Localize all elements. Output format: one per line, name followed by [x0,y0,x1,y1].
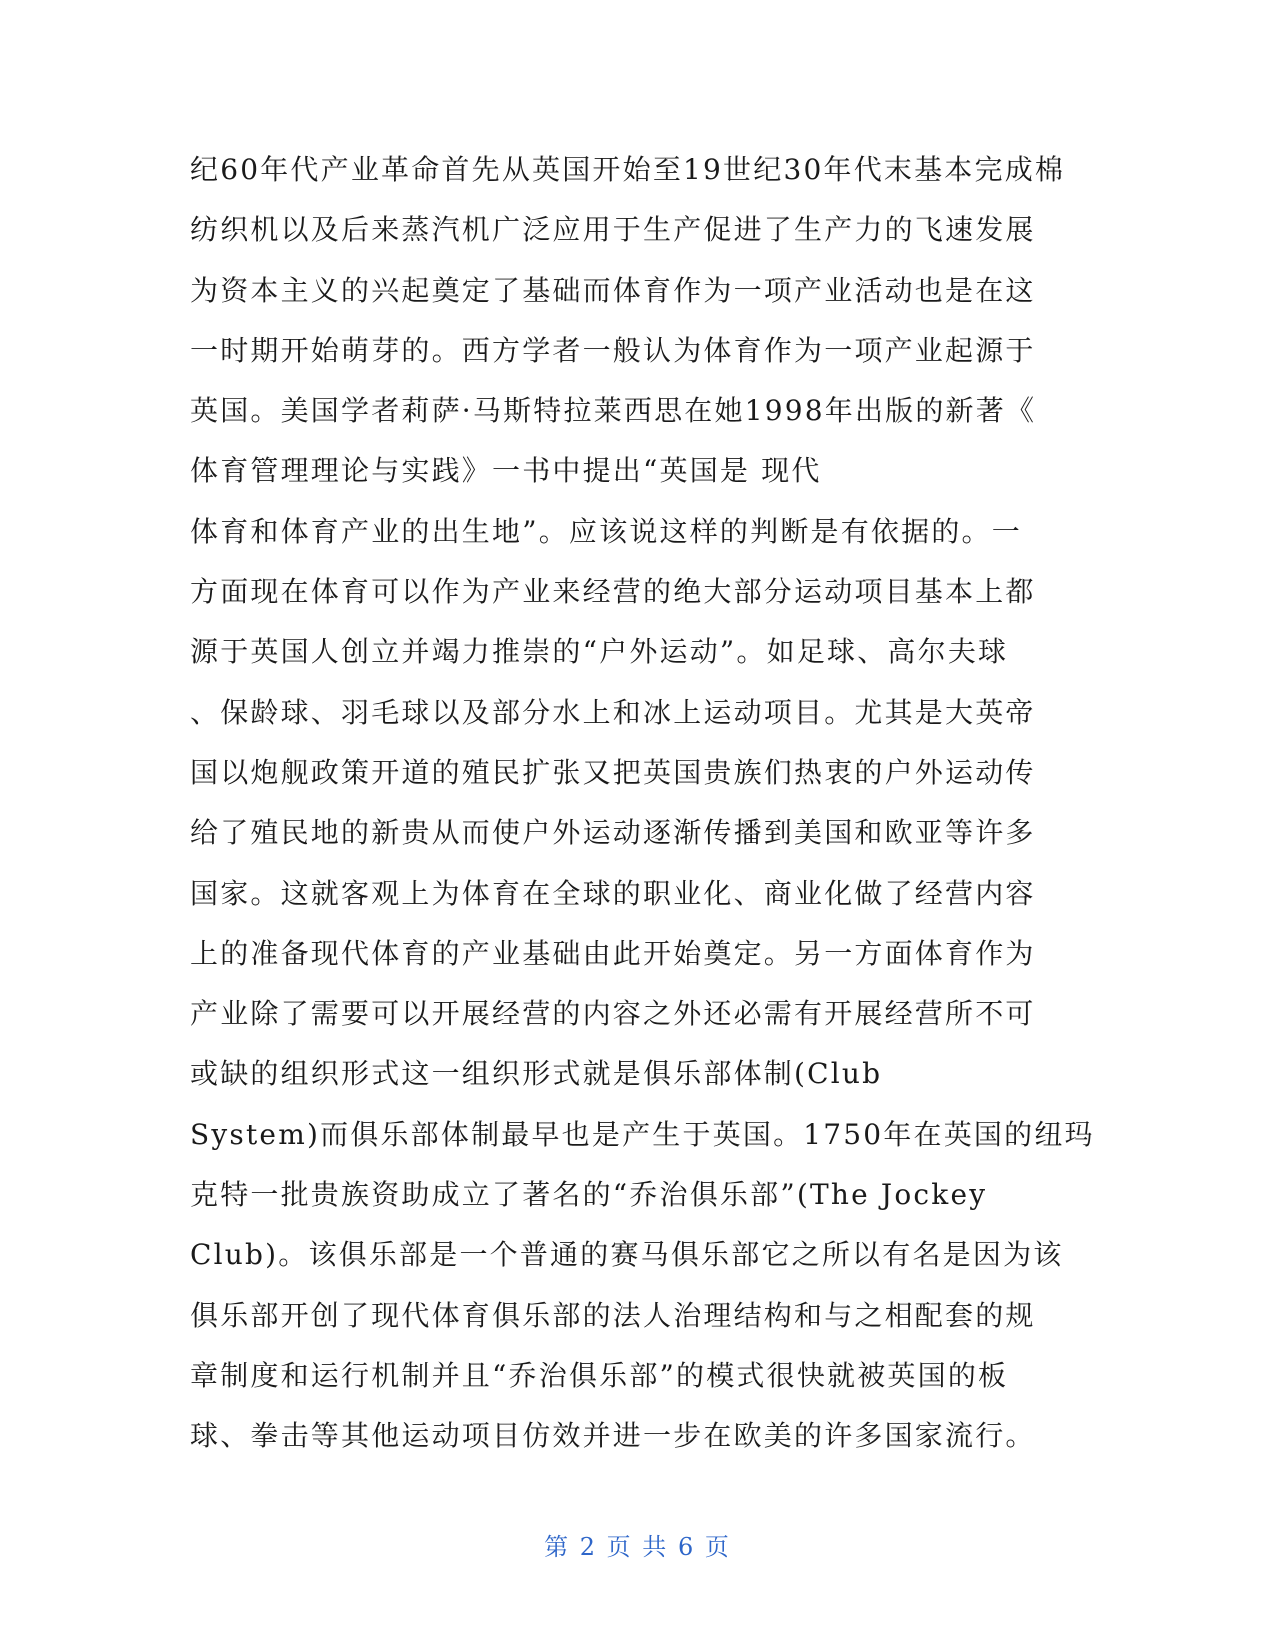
text-line: 上的准备现代体育的产业基础由此开始奠定。另一方面体育作为 [190,936,1036,970]
text-line: 为资本主义的兴起奠定了基础而体育作为一项产业活动也是在这 [190,273,1036,307]
body-text [190,140,1095,1467]
text-line: 纺织机以及后来蒸汽机广泛应用于生产促进了生产力的飞速发展 [190,213,1036,247]
text-line: 体育管理理论与实践》一书中提出“英国是 现代 [190,454,822,488]
text-line: 章制度和运行机制并且“乔治俱乐部”的模式很快就被英国的板 [190,1358,1009,1392]
text-line: 、保龄球、羽毛球以及部分水上和冰上运动项目。尤其是大英帝 [190,695,1036,729]
text-line: 一时期开始萌芽的。西方学者一般认为体育作为一项产业起源于 [190,333,1036,367]
text-line: Club)。该俱乐部是一个普通的赛马俱乐部它之所以有名是因为该 [190,1238,1064,1272]
text-line: 国以炮舰政策开道的殖民扩张又把英国贵族们热衷的户外运动传 [190,755,1036,789]
text-line: 俱乐部开创了现代体育俱乐部的法人治理结构和与之相配套的规 [190,1298,1036,1332]
page-number-footer: 第 2 页 共 6 页 [544,1533,731,1561]
text-line: 国家。这就客观上为体育在全球的职业化、商业化做了经营内容 [190,876,1036,910]
text-line: 克特一批贵族资助成立了著名的“乔治俱乐部”(The Jockey [190,1178,988,1212]
text-line: 或缺的组织形式这一组织形式就是俱乐部体制(Club [190,1057,883,1091]
text-line: 体育和体育产业的出生地”。应该说这样的判断是有依据的。一 [190,514,1022,548]
text-line: 纪60年代产业革命首先从英国开始至19世纪30年代末基本完成棉 [190,153,1066,186]
text-line: 球、拳击等其他运动项目仿效并进一步在欧美的许多国家流行。 [190,1419,1036,1453]
text-line: 方面现在体育可以作为产业来经营的绝大部分运动项目基本上都 [190,575,1036,609]
text-line: 源于英国人创立并竭力推崇的“户外运动”。如足球、高尔夫球 [190,635,1009,669]
text-line: 产业除了需要可以开展经营的内容之外还必需有开展经营所不可 [190,997,1036,1031]
text-line: 给了殖民地的新贵从而使户外运动逐渐传播到美国和欧亚等许多 [190,816,1036,850]
text-line: 英国。美国学者莉萨·马斯特拉莱西思在她1998年出版的新著《 [190,394,1037,428]
text-line: System)而俱乐部体制最早也是产生于英国。1750年在英国的纽玛 [190,1117,1095,1151]
